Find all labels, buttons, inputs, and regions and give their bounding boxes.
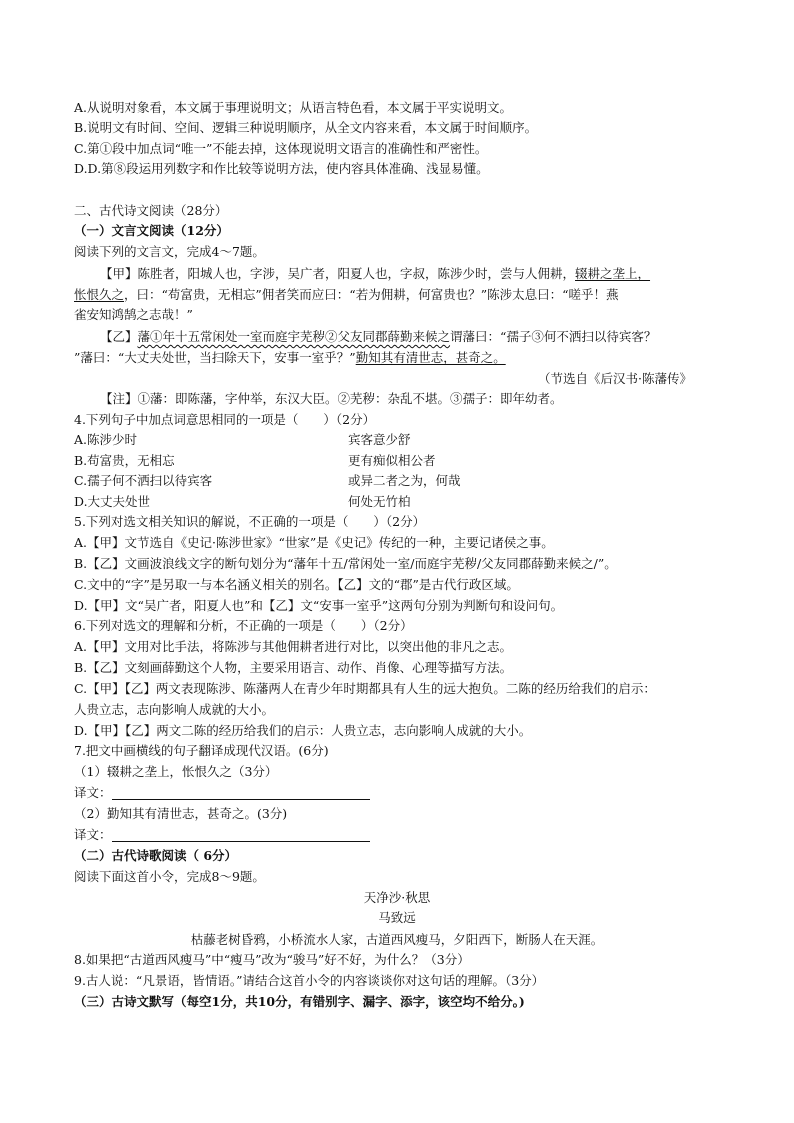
- q7-sentence-1: （1）辍耕之垄上，怅恨久之（3分）: [74, 764, 278, 779]
- jia-underlined-1: 辍耕之垄上，: [575, 266, 651, 281]
- q5-stem: 5.下列对选文相关知识的解说，不正确的一项是（ ）（2分）: [74, 514, 426, 529]
- answer-line-2[interactable]: [112, 827, 370, 842]
- jia-text-line1: [100, 264, 650, 284]
- q3-option-c: C.第①段中加点词“唯一”不能去掉，这体现说明文语言的准确性和严密性。: [74, 141, 488, 156]
- part2-title: （二）古代诗歌阅读（ 6分）: [74, 848, 238, 863]
- q6-option-c: C.【甲】【乙】两文表现陈涉、陈藩两人在青少年时期都具有人生的远大抱负。二陈的经历给我们的启示：: [74, 681, 656, 696]
- q6-option-c-cont: 人贵立志，志向影响人成就的大小。: [74, 702, 275, 717]
- q3-option-a: A.从说明对象看，本文属于事理说明文；从语言特色看，本文属于平实说明文。: [74, 100, 513, 115]
- q5-option-d: D.【甲】文“吴广者，阳夏人也”和【乙】文“安事一室乎”这两句分别为判断句和设问句。: [74, 598, 564, 613]
- jia-text: ，曰：“苟富贵，无相忘”佣者笑而应曰：“若为佣耕，何富贵也？”陈涉太息曰：“嗟乎！燕: [124, 287, 619, 302]
- jia-text: 【甲】陈胜者，阳城人也，字涉，吴广者，阳夏人也，字叔，陈涉少时，尝与人佣耕，: [100, 266, 576, 281]
- q6-stem: 6.下列对选文的理解和分析，不正确的一项是（ ）（2分）: [74, 618, 413, 633]
- q6-option-a: A.【甲】文用对比手法，将陈涉与其他佣耕者进行对比，以突出他的非凡之志。: [74, 639, 513, 654]
- q3-option-d: D.D.第⑧段运用列数字和作比较等说明方法，使内容具体准确、浅显易懂。: [74, 161, 489, 176]
- section2-title: 二、古代诗文阅读（28分）: [74, 203, 228, 218]
- q5-option-c: C.文中的“字”是另取一与本名涵义相关的别名。【乙】文的“郡”是古代行政区域。: [74, 577, 519, 592]
- q5-option-b: B.【乙】文画波浪线文字的断句划分为“藩年十五/常闲处一室/而庭宇芜秽/父友同郡薛勤来候之/”。: [74, 556, 617, 571]
- q5-option-a: A.【甲】文节选自《史记·陈涉世家》“世家”是《史记》传纪的一种，主要记诸侯之事。: [74, 535, 554, 550]
- part1-title: （一）文言文阅读（12分）: [74, 223, 229, 238]
- q6-option-d: D.【甲】【乙】两文二陈的经历给我们的启示：人贵立志，志向影响人成就的大小。: [74, 723, 532, 738]
- poem-text: 枯藤老树昏鸦，小桥流水人家，古道西风瘦马，夕阳西下，断肠人在天涯。: [190, 932, 604, 947]
- q4-row: D.大丈夫处世 何处无竹柏: [74, 494, 411, 509]
- q7-answer-2: 译文：: [74, 825, 370, 845]
- q7-sentence-2: （2）勤知其有清世志，甚奇之。(3分): [74, 806, 288, 821]
- q6-option-b: B.【乙】文刻画薛勤这个人物，主要采用语言、动作、肖像、心理等描写方法。: [74, 660, 513, 675]
- part3-title: （三）古诗文默写（每空1分，共10分，有错别字、漏字、添字，该空均不给分。): [74, 994, 525, 1009]
- q7-answer-1: 译文：: [74, 783, 370, 803]
- jia-text-line3: 雀安知鸿鹄之志哉！”: [74, 307, 193, 322]
- q7-stem: 7.把文中画横线的句子翻译成现代汉语。(6分): [74, 743, 329, 758]
- yi-text: ”藩曰：“大丈夫处世，当扫除天下，安事一室乎？”: [74, 350, 356, 365]
- part2-intro: 阅读下面这首小令，完成8～9题。: [74, 869, 265, 884]
- jia-text-line2: [74, 285, 618, 305]
- yi-label: 【乙】: [100, 329, 138, 344]
- answer-line-1[interactable]: [112, 785, 370, 800]
- q4-row: C.孺子何不洒扫以待宾客 或异二者之为，何哉: [74, 473, 461, 488]
- yi-text-line2: [74, 348, 506, 368]
- poem-author: 马致远: [378, 910, 416, 925]
- yi-underlined: 勤知其有清世志，甚奇之。: [355, 350, 506, 365]
- annotation-note: 【注】①藩：即陈藩，字仲举，东汉大臣。②芜秽：杂乱不堪。③孺子：即年幼者。: [100, 391, 563, 406]
- q4-stem: 4.下列句子中加点词意思相同的一项是（ ）（2分）: [74, 412, 376, 427]
- q8: 8.如果把“古道西风瘦马”中“瘦马”改为“骏马”好不好，为什么？（3分）: [74, 952, 470, 967]
- poem-title: 天净沙·秋思: [363, 890, 431, 905]
- yi-wavy-text: 藩①年十五常闲处一室而庭宇芜秽②父友同郡薛勤来候之: [137, 329, 451, 344]
- yi-text: 谓藩曰：“孺子③何不洒扫以待宾客？: [450, 329, 657, 344]
- q3-option-b: B.说明文有时间、空间、逻辑三种说明顺序，从全文内容来看，本文属于时间顺序。: [74, 120, 538, 135]
- q4-row: A.陈涉少时 宾客意少舒: [74, 432, 411, 447]
- yi-text-line1: [100, 327, 656, 347]
- source-citation: （节选自《后汉书·陈藩传》: [538, 371, 692, 386]
- q9: 9.古人说：“凡景语，皆情语。”请结合这首小令的内容谈谈你对这句话的理解。（3分）: [74, 973, 545, 988]
- jia-underlined-2: 怅恨久之: [74, 287, 125, 302]
- q4-row: B.苟富贵，无相忘 更有痴似相公者: [74, 453, 436, 468]
- part1-intro: 阅读下列的文言文，完成4～7题。: [74, 244, 265, 259]
